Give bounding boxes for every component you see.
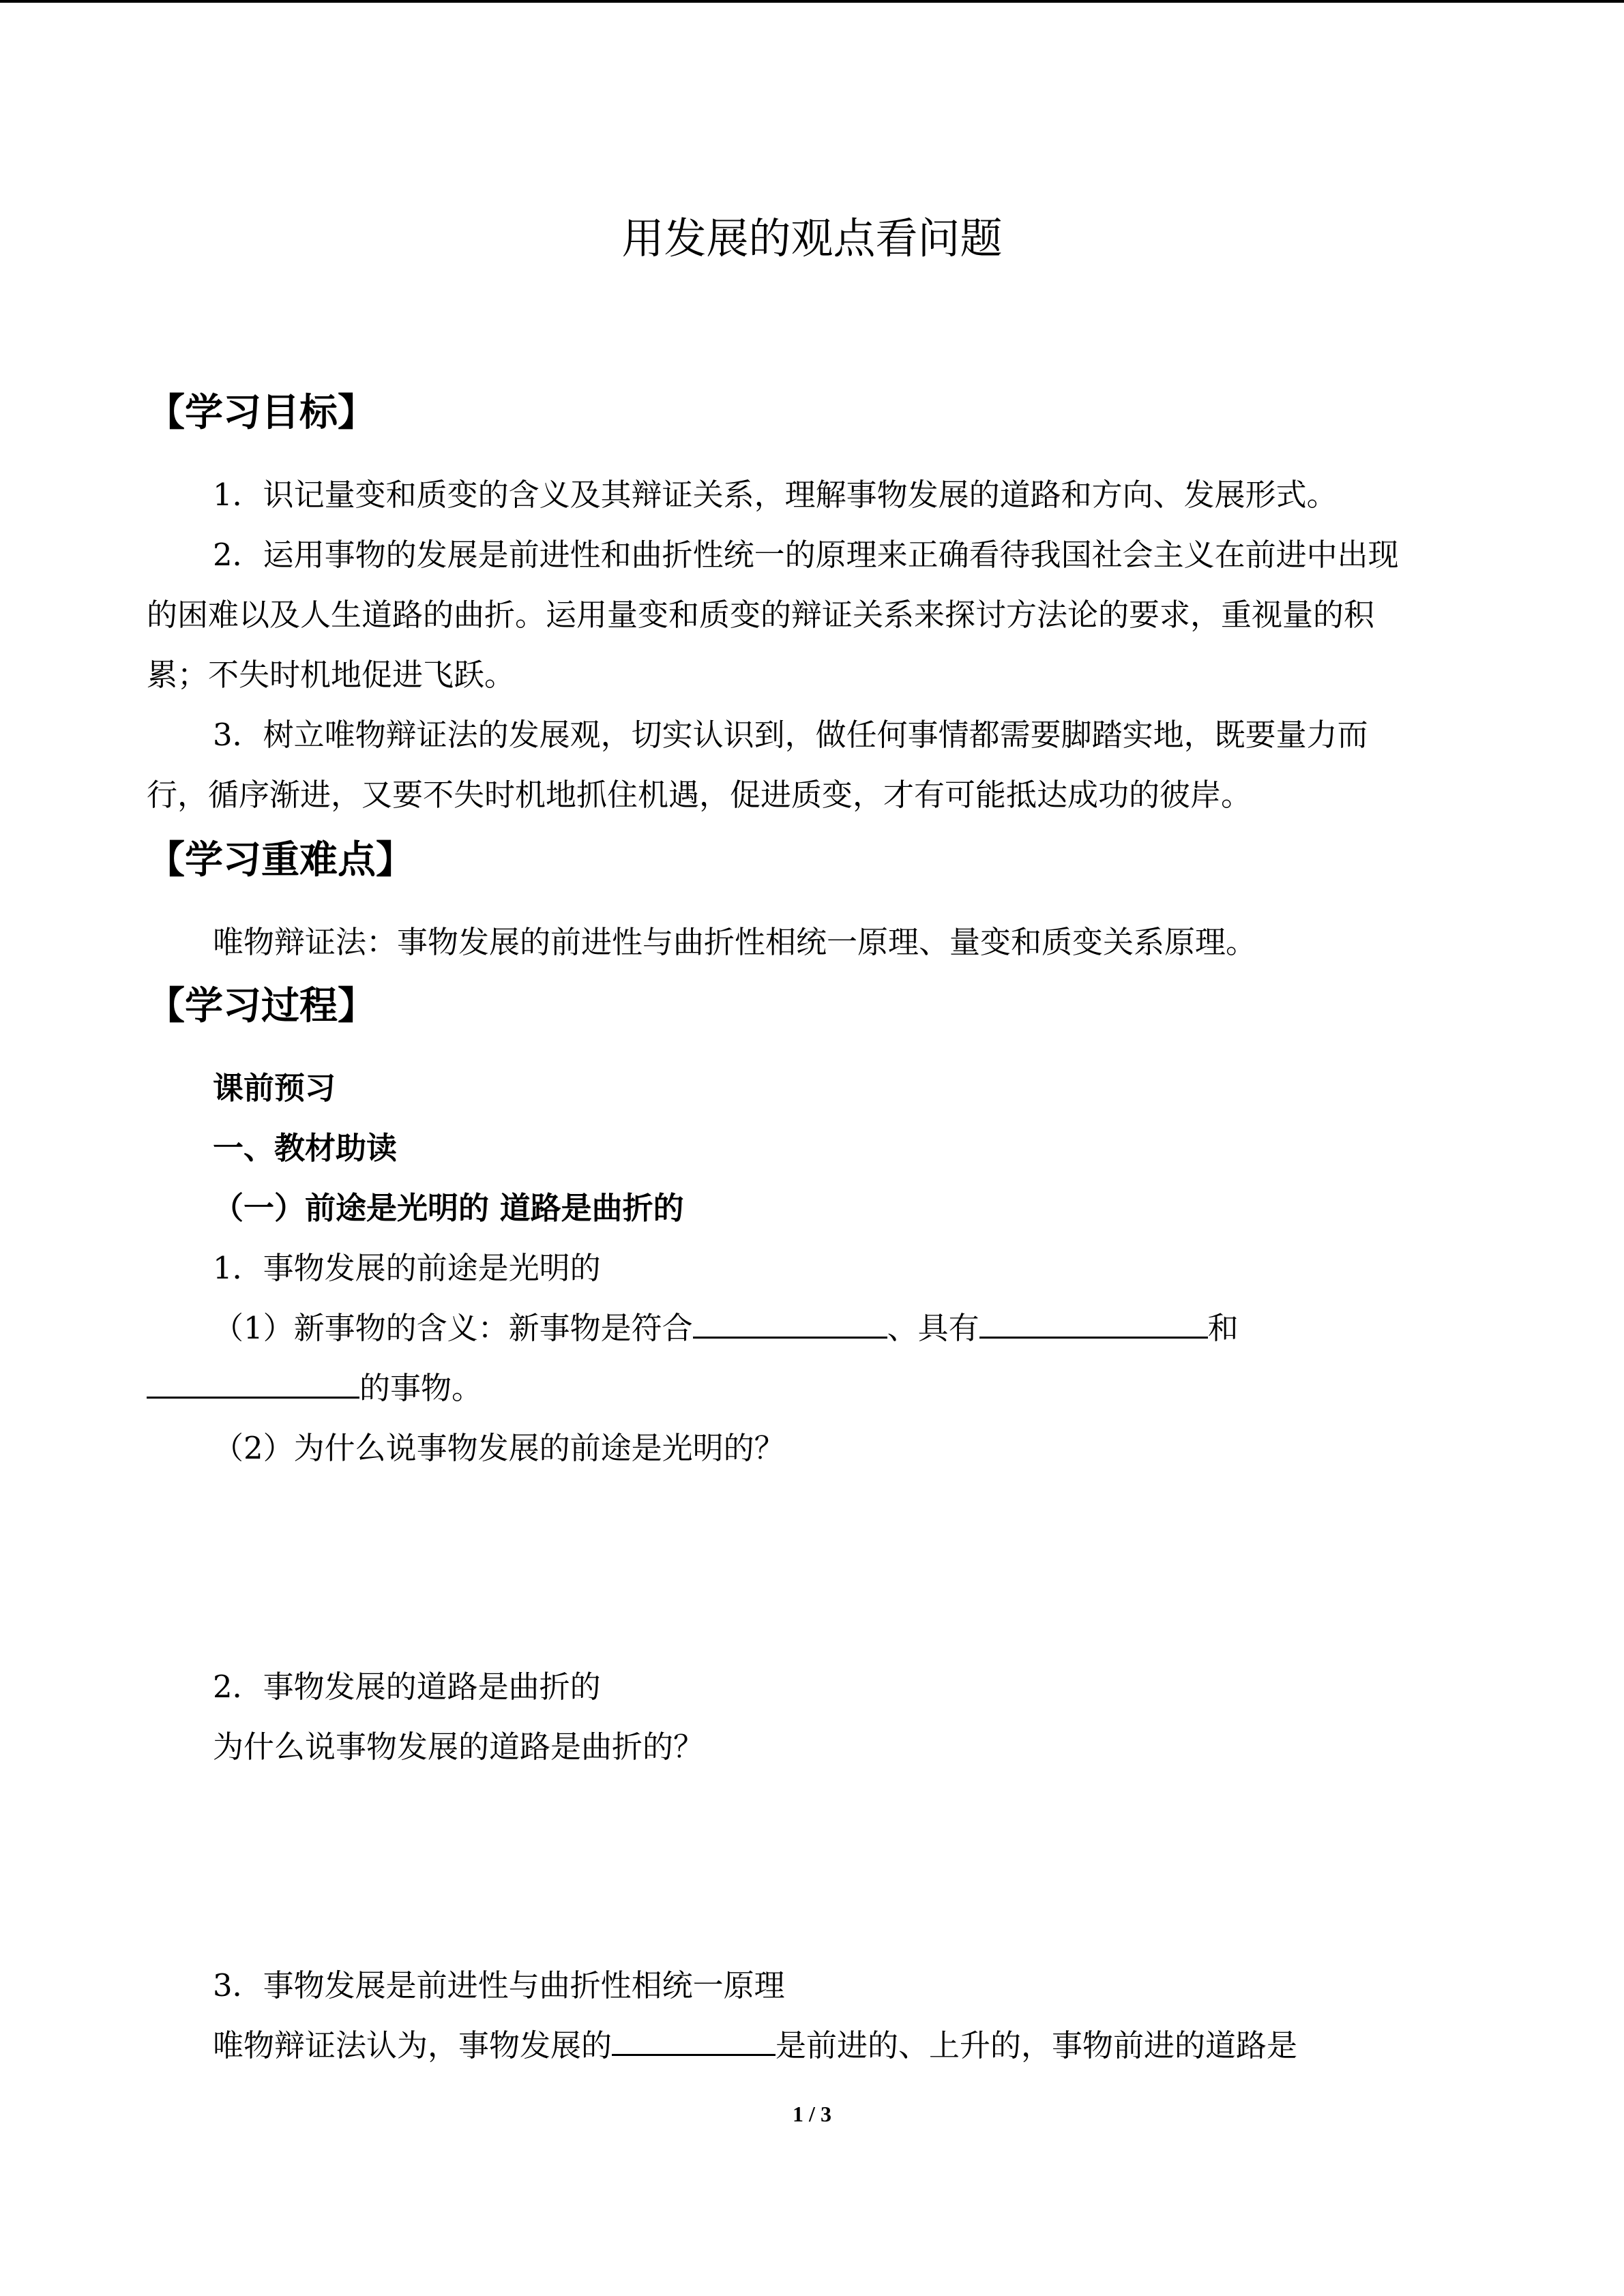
- objective-item-3-line-2: 行，循序渐进，又要不失时机地抓住机遇，促进质变，才有可能抵达成功的彼岸。: [147, 777, 1252, 813]
- question-1-1-line-1: [213, 1307, 1239, 1350]
- page-number: 1 / 3: [793, 2102, 831, 2126]
- question-3-line-1: [213, 2024, 1297, 2068]
- objective-item-2-line-2: 的困难以及人生道路的曲折。运用量变和质变的辩证关系来探讨方法论的要求，重视量的积: [147, 597, 1375, 633]
- page-top-border: [0, 0, 1624, 3]
- subsection-heading-1: （一）前途是光明的 道路是曲折的: [213, 1190, 684, 1226]
- section-heading-process: 【学习过程】: [147, 984, 376, 1028]
- objective-item-2-line-1: 2．运用事物的发展是前进性和曲折性统一的原理来正确看待我国社会主义在前进中出现: [213, 537, 1399, 573]
- key-points-text: 唯物辩证法：事物发展的前进性与曲折性相统一原理、量变和质变关系原理。: [213, 924, 1257, 960]
- objective-item-2-line-3: 累；不失时机地促进飞跃。: [147, 657, 516, 693]
- fill-blank-4[interactable]: [612, 2024, 776, 2056]
- question-3: 3．事物发展是前进性与曲折性相统一原理: [213, 1967, 785, 2003]
- question-1-1-text-c: 和: [1207, 1310, 1239, 1346]
- section-heading-key-points: 【学习重难点】: [147, 838, 414, 882]
- question-2: 2．事物发展的道路是曲折的: [213, 1669, 601, 1705]
- objective-item-3-line-1: 3．树立唯物辩证法的发展观，切实认识到，做任何事情都需要脚踏实地，既要量力而: [213, 717, 1368, 753]
- question-1-1-text-d: 的事物。: [359, 1370, 483, 1406]
- fill-blank-2[interactable]: [979, 1307, 1208, 1339]
- page-title: 用发展的观点看问题: [621, 213, 1003, 263]
- question-2-sub: 为什么说事物发展的道路是曲折的？: [213, 1729, 705, 1765]
- fill-blank-3[interactable]: [147, 1367, 359, 1399]
- preview-heading: 课前预习: [213, 1070, 336, 1106]
- fill-blank-1[interactable]: [693, 1307, 887, 1339]
- question-1: 1．事物发展的前途是光明的: [213, 1250, 601, 1286]
- question-1-1-text-a: （1）新事物的含义：新事物是符合: [213, 1310, 693, 1346]
- question-1-1-text-b: 、具有: [887, 1310, 979, 1346]
- objective-item-1: 1．识记量变和质变的含义及其辩证关系，理解事物发展的道路和方向、发展形式。: [213, 477, 1338, 513]
- question-3-text-b: 是前进的、上升的，事物前进的道路是: [776, 2027, 1298, 2063]
- question-3-text-a: 唯物辩证法认为，事物发展的: [213, 2027, 612, 2063]
- question-1-2: （2）为什么说事物发展的前途是光明的？: [213, 1430, 785, 1466]
- textbook-guide-heading: 一、教材助读: [213, 1130, 398, 1166]
- question-1-1-line-2: [147, 1367, 482, 1410]
- section-heading-objectives: 【学习目标】: [147, 391, 376, 435]
